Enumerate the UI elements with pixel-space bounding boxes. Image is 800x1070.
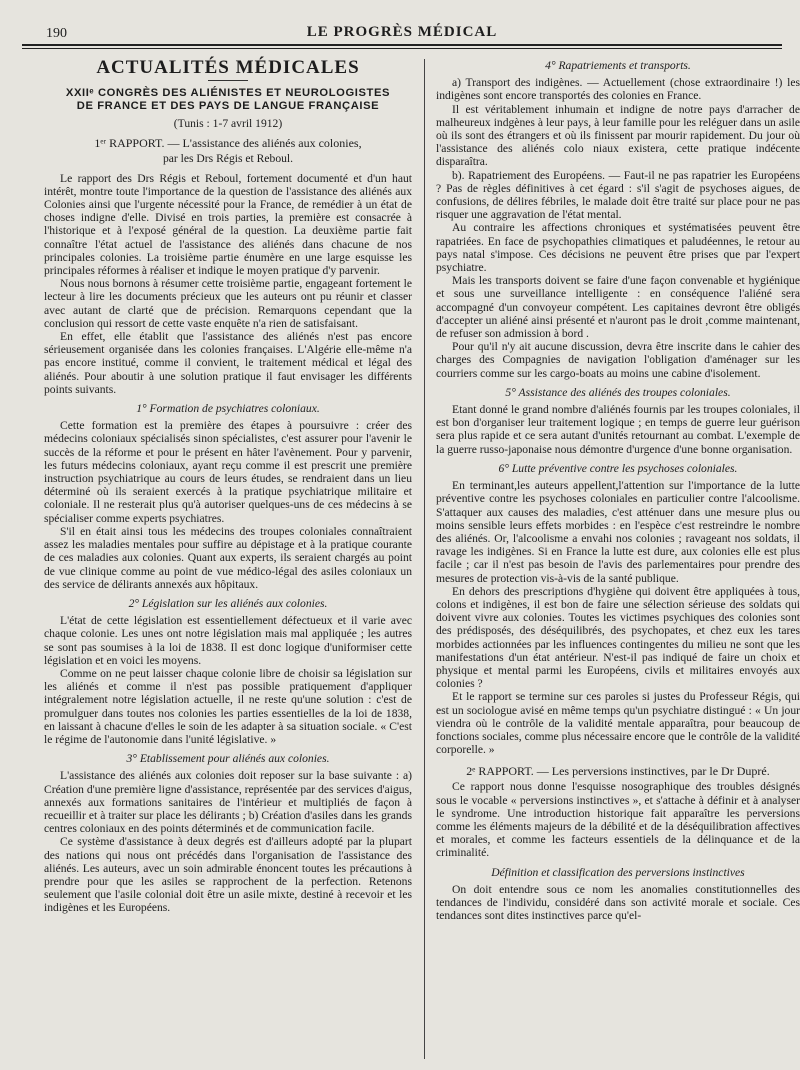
subheading: Définition et classification des perversions instinctives [491, 865, 745, 879]
subheading: 6° Lutte préventive contre les psychoses coloniales. [498, 461, 738, 475]
header-rule [22, 48, 782, 49]
paragraph: L'assistance des aliénés aux colonies doit reposer sur la base suivante : a) Création d'une première ligne d'assistance, représentée par des services d'aigus, annexés aux formations sanitaires de l'intérieur et multipliés de façon à recueillir et à traiter sur place les délirants ; b) Création d'asiles dans les grands centres coloniaux en des points déterminés et de communication facile. [44, 769, 412, 836]
page-number: 190 [46, 26, 67, 41]
title-rule [208, 80, 248, 81]
column-divider [424, 59, 425, 1059]
paragraph: b). Rapatriement des Européens. — Faut-il ne pas rapatrier les Européens ? Pas de règles définitives à cet égard : s'il s'agit de psychoses aigues, de confusions, de délires fébriles, le malade doit être traité sur place pour ne pas risquer une aggravation de l'état mental. [436, 168, 800, 222]
subheading: 4° Rapatriements et transports. [545, 59, 691, 72]
paragraph: Il est véritablement inhumain et indigne de notre pays d'arracher de malheureux indgènes à leur pays, à leur famille pour les reléguer dans un asile où ils sont des étrangers et où ils finissent par mourir rapidement. Du jour où l'assistance des aliénés colo niaux existera, cette pratique indécente disparaîtra. [436, 102, 800, 169]
paragraph: Etant donné le grand nombre d'aliénés fournis par les troupes coloniales, il est bon d'organiser leur traitement logique ; en temps de guerre leur guérison sera plus rapide et ce sera autant d'unités retournant au combat. L'exemple de la guerre russo-japonaise nous démontre d'urgence d'une bonne organisation. [436, 403, 800, 456]
paragraph: a) Transport des indigènes. — Actuellement (chose extraordinaire !) les indigènes sont encore transportés des colonies en France. [436, 76, 800, 103]
paragraph: Ce rapport nous donne l'esquisse nosographique des troubles désignés sous le vocable « perversions instinctives », et s'attache à définir et à analyser le syndrome. Une introduction historique fait apparaître les perversions comme les éléments majeurs de la débilité et de la déséquilibration affectives et morales, et comme les facteurs essentiels de la délinquance et de la criminalité. [436, 780, 800, 860]
paragraph: Et le rapport se termine sur ces paroles si justes du Professeur Régis, qui est un sociologue avisé en même temps qu'un psychiatre distingué : « Un jour viendra où le contrôle de la validité mentale apparaîtra, pour beaucoup de fonctions sociales, comme plus nécessaire encore que le contrôle de la validité corporelle. » [436, 690, 800, 757]
paragraph: Nous nous bornons à résumer cette troisième partie, engageant fortement le lecteur à lire les documents précieux que les auteurs ont pu réunir et classer avec autant de clarté que de précision. Remarquons cependant que la conclusion qui ressort de cette vaste enquête n'a rien de satisfaisant. [44, 277, 412, 330]
journal-title: LE PROGRÈS MÉDICAL [306, 24, 498, 40]
congress-line-2: DE FRANCE ET DES PAYS DE LANGUE FRANÇAISE [76, 100, 380, 113]
left-column [44, 59, 412, 915]
paragraph: Ce système d'assistance à deux degrés est d'ailleurs adopté par la plupart des nations qui nous ont précédés dans l'organisation de l'assistance des aliénés. Les auteurs, avec un soin admirable énoncent toutes les précautions à prendre pour que les asiles se rapprochent de la perfection. Retenons seulement que l'asile colonial doit être un asile mixte, destiné à recevoir et les indigènes et les Européens. [44, 835, 412, 915]
paragraph: En terminant,les auteurs appellent,l'attention sur l'importance de la lutte préventive contre les psychoses coloniales en particulier contre l'alcoolisme. S'attaquer aux causes des maladies, c'est atténuer dans une mesure plus ou moins sensible leurs effets morbides : en l'espèce c'est restreindre le nombre des aliénés. Or, l'alcoolisme a envahi nos colonies ; ravageant nos soldats, il ravage les indigènes. Si en France la lutte est dure, aux colonies elle est plus facile ; car il n'est pas besoin de l'avis des parlementaires pour prendre des mesures de protection vis-à-vis de la santé publique. [436, 479, 800, 585]
congress-dates: (Tunis : 1-7 avril 1912) [173, 117, 283, 131]
running-head [22, 22, 782, 46]
paragraph: Cette formation est la première des étapes à poursuivre : créer des médecins coloniaux spécialisés sinon spécialistes, c'est assurer pour l'avenir le succès de la réforme et pour le présent en hâter l'avènement. Pour y parvenir, les futurs médecins coloniaux, ayant reçu comme il est prescrit une première instruction psychiatrique au cours de leurs études, se rendraient dans un lieu déterminé où ils seraient exercés à la pratique psychiatrique militaire et coloniale. Il ne resterait plus qu'à autoriser quelques-uns de ces médecins à se spécialiser comme experts psychiatres. [44, 419, 412, 525]
paragraph: En dehors des prescriptions d'hygiène qui doivent être appliquées à tous, colons et indigènes, il est bon de faire une sélection sérieuse des soldats qui doivent vivre aux colonies. Toutes les victimes psychiques des colonies sont des prédisposés, des déséquilibrés, des psychopates, et chez eux les tares morbides actionnées par les influences contingentes du milieu ne sont que les manifestations d'un état antérieur. N'est-il pas indiqué de faire un choix et physique et mental parmi les Européens, civils et militaires envoyés aux colonies ? [436, 584, 800, 691]
subheading: 2° Législation sur les aliénés aux colonies. [128, 596, 328, 610]
paragraph: Mais les transports doivent se faire d'une façon convenable et hygiénique et sous une surveillance intelligente : en conséquence l'aliéné sera accompagné d'un convoyeur compétent. Les capitaines devront être obligés d'accepter un aliéné ainsi présenté et n'auront pas le droit ,comme maintenant, de refuser son admission à bord . [436, 274, 800, 341]
paragraph: S'il en était ainsi tous les médecins des troupes coloniales connaîtraient assez les maladies mentales pour suffire au dépistage et à la pratique courante de ces maladies aux colonies. Quant aux experts, ils seraient chargés au point de vue clinique comme au point de vue médico-légal des asiles coloniaux un des service de délirants annexés aux hôpitaux. [44, 524, 412, 591]
paragraph: En effet, elle établit que l'assistance des aliénés n'est pas encore sérieusement organisée dans les colonies françaises. L'Algérie elle-même n'a pas encore institué, comme il convient, le traitement médical et légal des aliénés. Pour aboutir à une solution pratique il faut envisager les différents points suivants. [44, 330, 412, 396]
paragraph: Au contraire les affections chroniques et systématisées peuvent être rapatriées. En face de psychopathies climatiques et paludéennes, le retour au pays natal s'impose. Ces décisions ne peuvent être prises que par l'expert psychiatre. [436, 221, 800, 275]
congress-line-1: XXIIᵉ CONGRÈS DES ALIÉNISTES ET NEUROLOGISTES [65, 87, 391, 100]
rapport-1-title: 1ᵉʳ RAPPORT. — L'assistance des aliénés aux colonies, [94, 136, 362, 151]
right-column [436, 59, 800, 922]
congress-heading [44, 87, 412, 113]
subheading: 3° Etablissement pour aliénés aux colonies. [126, 752, 330, 766]
subheading: 5° Assistance des aliénés des troupes coloniales. [505, 385, 731, 399]
subheading: 1° Formation de psychiatres coloniaux. [136, 402, 320, 416]
paragraph: Pour qu'il n'y ait aucune discussion, devra être inscrite dans le cahier des charges des Compagnies de navigation l'obligation d'aménager sur les courriers comme sur les cargo-boats au moins une cabine d'isolement. [436, 340, 800, 380]
spacer [436, 756, 800, 760]
paragraph: On doit entendre sous ce nom les anomalies constitutionnelles des tendances de l'individu, considéré dans son activité morale et sociale. Ces tendances sont dites instinctives parce qu'el- [436, 882, 800, 923]
rapport-2-title: 2ᵉ RAPPORT. — Les perversions instinctives, par le Dr Dupré. [466, 764, 770, 779]
paragraph: Le rapport des Drs Régis et Reboul, fortement documenté et d'un haut intérêt, montre toute l'importance de la question de l'assistance des aliénés aux Colonies ainsi que l'urgente nécessité pour la France, de remédier à un état de choses indigne d'elle. Divisé en trois parties, la première est consacrée à l'historique et à l'exposé général de la question. La deuxième partie fait connaître l'état actuel de l'assistance des aliénés dans chacune de nos principales colonies. La troisième partie énumère en une large esquisse les principales réformes à réaliser et indique le moyen pratique d'y parvenir. [44, 171, 412, 278]
section-title: ACTUALITÉS MÉDICALES [96, 57, 360, 78]
paragraph: L'état de cette législation est essentiellement défectueux et il varie avec chaque colonie. Les unes ont notre législation mais mal appliquée ; les autres se sont pas soumises à la loi de 1838. Il est donc logique d'uniformiser cette législation et en voici les moyens. [44, 614, 412, 667]
paragraph: Comme on ne peut laisser chaque colonie libre de choisir sa législation sur les aliénés et comme il n'est pas possible pratiquement d'appliquer intégralement notre législation actuelle, il ne reste qu'une solution : c'est de promulguer dans toutes nos colonies les parties essentielles de la loi de 1838, en laissant à chacune d'elles le soin de les adapter à sa situation sociale. « C'est le régime de l'autonomie dans l'unité législative. » [44, 666, 412, 746]
rapport-1-authors: par les Drs Régis et Reboul. [162, 152, 294, 166]
